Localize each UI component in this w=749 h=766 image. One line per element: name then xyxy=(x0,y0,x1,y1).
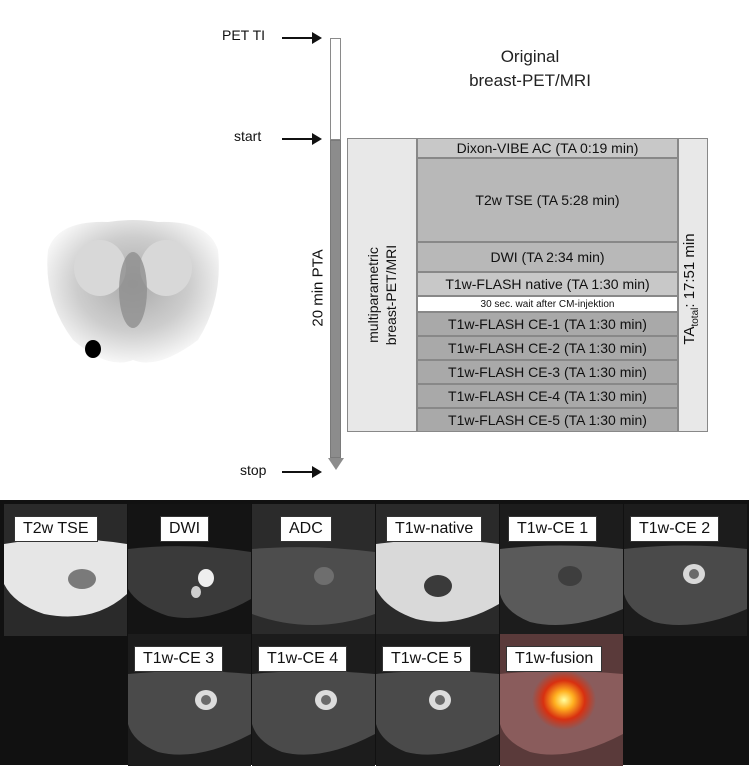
sequence-row: T1w-FLASH CE-1 (TA 1:30 min) xyxy=(417,312,678,336)
sequence-row: 30 sec. wait after CM-injektion xyxy=(417,296,678,312)
sequence-row: T2w TSE (TA 5:28 min) xyxy=(417,158,678,242)
stop-arrow xyxy=(282,471,320,473)
image-tile-t1w-native xyxy=(376,504,499,636)
pet-ti-bar xyxy=(330,38,341,140)
protocol-left-column xyxy=(347,138,417,432)
image-tile-t1w-ce-4 xyxy=(252,634,375,766)
stop-label: stop xyxy=(240,462,267,478)
image-tile-t2w-tse xyxy=(4,504,127,636)
pet-ti-label: PET TI xyxy=(222,27,266,43)
multiparametric-label-line-1: multiparametric xyxy=(365,247,381,343)
total-time-label xyxy=(681,217,705,361)
start-arrow xyxy=(282,138,320,140)
pta-label: 20 min PTA xyxy=(309,249,327,327)
multiparametric-label xyxy=(364,223,400,367)
sequence-row: T1w-FLASH native (TA 1:30 min) xyxy=(417,272,678,296)
image-label: T1w-CE 2 xyxy=(630,516,719,542)
title-line-1: Original xyxy=(500,47,560,66)
image-label: T1w-fusion xyxy=(506,646,602,672)
sequence-row: Dixon-VIBE AC (TA 0:19 min) xyxy=(417,138,678,158)
sequence-row: T1w-FLASH CE-4 (TA 1:30 min) xyxy=(417,384,678,408)
multiparametric-label-line-2: breast-PET/MRI xyxy=(383,244,399,346)
sequence-row: T1w-FLASH CE-5 (TA 1:30 min) xyxy=(417,408,678,432)
image-tile-t1w-ce-1 xyxy=(500,504,623,636)
image-label: T1w-CE 5 xyxy=(382,646,471,672)
sequence-row: DWI (TA 2:34 min) xyxy=(417,242,678,272)
image-tile-adc xyxy=(252,504,375,636)
sequence-row: T1w-FLASH CE-2 (TA 1:30 min) xyxy=(417,336,678,360)
image-label: DWI xyxy=(160,516,209,542)
image-tile-dwi xyxy=(128,504,251,636)
image-label: T1w-native xyxy=(386,516,482,542)
image-strip xyxy=(0,500,749,765)
pet-mip-image xyxy=(38,210,228,380)
image-label: T1w-CE 3 xyxy=(134,646,223,672)
image-label: ADC xyxy=(280,516,332,542)
start-label: start xyxy=(234,128,262,144)
image-label: T1w-CE 4 xyxy=(258,646,347,672)
total-time-prefix: TA xyxy=(681,326,698,345)
image-tile-t1w-fusion xyxy=(500,634,623,766)
image-tile-t1w-ce-2 xyxy=(624,504,747,636)
pta-bar-arrowhead xyxy=(328,458,344,470)
image-tile-t1w-ce-5 xyxy=(376,634,499,766)
sequence-row: T1w-FLASH CE-3 (TA 1:30 min) xyxy=(417,360,678,384)
title-line-2: breast-PET/MRI xyxy=(469,71,591,90)
total-time-value: : 17:51 min xyxy=(681,233,698,308)
total-time-subscript: total xyxy=(690,307,701,327)
image-label: T2w TSE xyxy=(14,516,98,542)
image-tile-t1w-ce-3 xyxy=(128,634,251,766)
image-label: T1w-CE 1 xyxy=(508,516,597,542)
pet-ti-arrow xyxy=(282,37,320,39)
protocol-total-column xyxy=(678,138,708,432)
pta-bar xyxy=(330,140,341,458)
diagram-title xyxy=(440,45,620,93)
